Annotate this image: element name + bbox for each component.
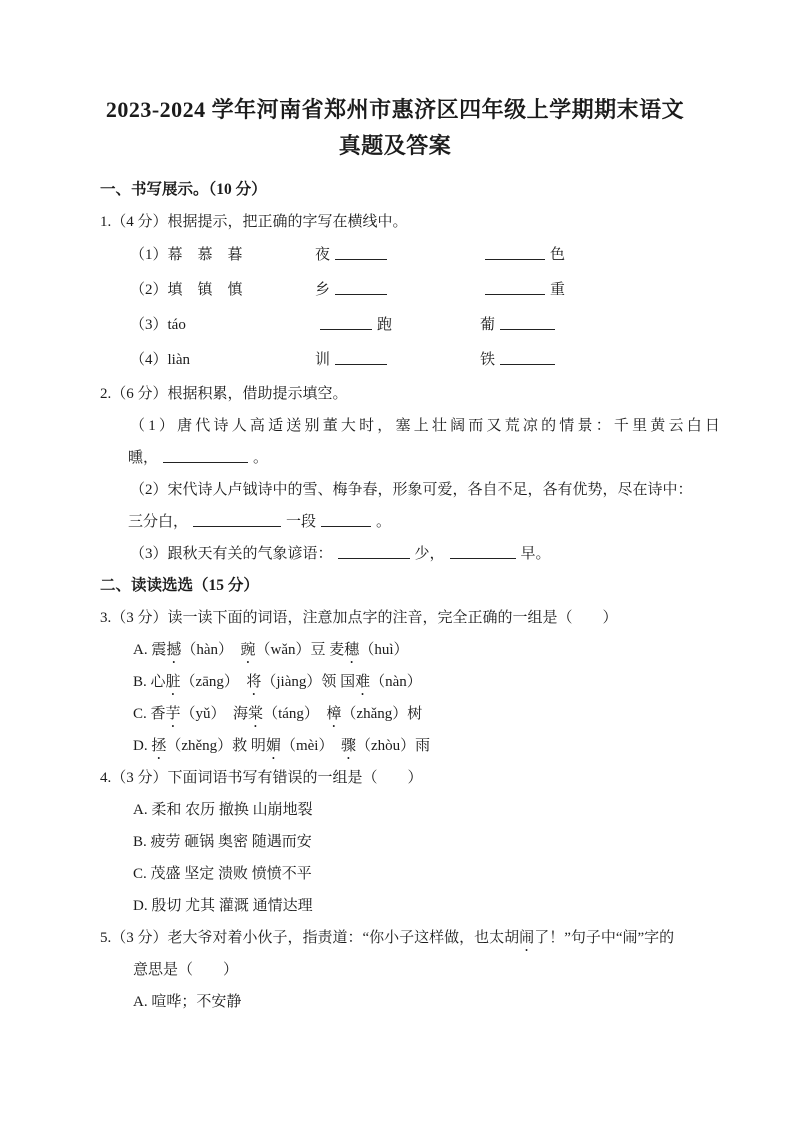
q3-b-part: （zāng） [180,674,247,690]
q3-b-dotted-char: 难 [355,674,371,690]
section2-heading: 二、读读选选（15 分） [100,577,259,594]
q4-option-a: A. 柔和 农历 撤换 山崩地裂 [133,802,313,818]
q2-item2-line2-pre: 三分白， [128,514,189,530]
q3-a-dotted-char: 撼 [166,642,182,658]
q2-item3 [130,538,690,570]
q2-item2-line1: （2）宋代诗人卢钺诗中的雪、梅争春，形象可爱，各自不足，各有优势，尽在诗中： [130,482,693,498]
q2-item1-blank [163,450,248,463]
q1-row4-right-text: 铁 [480,352,496,368]
q1-row3-mid-blank [320,317,372,330]
q2-item3-blank-1 [338,546,410,559]
q3-b-part: B. 心 [133,674,166,690]
q5-line2: 意思是（ ） [133,962,239,978]
q4-stem: 4.（3 分）下面词语书写有错误的一组是（ ） [100,770,423,786]
q1-row4-label: （4）liàn [130,352,190,368]
q1-row-2 [100,273,690,308]
q3-b-dotted-char: 将 [246,674,262,690]
q3-b-part: （jiàng）领 国 [261,674,356,690]
q3-a-part: A. 震 [133,642,167,658]
q1-row-4 [100,343,690,378]
q1-row2-right-text: 重 [550,282,566,298]
q1-row4-right-blank [500,352,555,365]
q3-a-dotted-char: 豌 [240,642,256,658]
q3-b-dotted-char: 脏 [165,674,181,690]
q3-d-dotted-char: 拯 [151,738,167,754]
q1-row1-label: （1）幕 慕 暮 [130,247,243,263]
q3-a-part: （wǎn）豆 麦 [255,642,345,658]
q5-dotted-char: 闹 [519,930,535,946]
q1-row2-right [480,273,565,308]
q4-option-c: C. 茂盛 坚定 溃败 愤愤不平 [133,866,312,882]
q1-stem: 1.（4 分）根据提示，把正确的字写在横线中。 [100,214,408,230]
q2-item2-blank-1 [193,514,281,527]
q2-item3-pre: （3）跟秋天有关的气象谚语： [130,546,333,562]
q1-row1-right-blank [485,247,545,260]
q4-option-b: B. 疲劳 砸锅 奥密 随遇而安 [133,834,312,850]
q1-row2-mid-text: 乡 [315,282,331,298]
q2-item1-line1: （1）唐代诗人高适送别董大时，塞上壮阔而又荒凉的情景：千里黄云白日 [130,418,724,434]
q5-line1-post: 了！”句子中“闹”字的 [534,930,675,946]
q1-row3-mid-text: 跑 [377,317,393,333]
q1-row4-right [480,343,560,378]
q1-row3-right-blank [500,317,555,330]
q5-line1 [100,922,690,954]
q3-c-part: （táng） [263,706,327,722]
q1-row3-right [480,308,560,343]
q3-a-dotted-char: 穗 [344,642,360,658]
q1-row2-label: （2）填 镇 慎 [130,282,243,298]
q3-c-part: （yǔ） 海 [180,706,249,722]
section1-heading: 一、书写展示。（10 分） [100,181,267,198]
q2-item1-line2-post: 。 [253,450,269,466]
q2-item1-line2-pre: 曛， [128,450,159,466]
q3-c-dotted-char: 棠 [248,706,264,722]
q2-stem: 2.（6 分）根据积累，借助提示填空。 [100,386,348,402]
q2-item3-post: 早。 [520,546,551,562]
q3-d-part: （mèi） [280,738,341,754]
q3-d-part: （zhòu）雨 [355,738,431,754]
q3-option-d [133,730,690,762]
q1-row3-mid [315,308,392,343]
q2-item3-mid: 少， [414,546,445,562]
q3-a-part: （hàn） [181,642,241,658]
q2-item2-line2-post: 。 [376,514,392,530]
q3-c-dotted-char: 樟 [326,706,342,722]
q5-line1-pre: 5.（3 分）老大爷对着小伙子，指责道：“你小子这样做，也太胡 [100,930,520,946]
q4-option-d: D. 殷切 尤其 灌溉 通情达理 [133,898,313,914]
q1-row1-mid [315,238,392,273]
q3-option-b [133,666,690,698]
q2-item2-line2-mid: 一段 [286,514,317,530]
q1-row4-mid [315,343,392,378]
q1-row1-mid-text: 夜 [315,247,331,263]
q3-c-dotted-char: 芋 [165,706,181,722]
q1-row1-mid-blank [335,247,387,260]
q1-row1-right-text: 色 [550,247,566,263]
q2-item2-line2 [128,506,690,538]
document-title-line2: 真题及答案 [338,133,452,158]
q1-row2-right-blank [485,282,545,295]
q1-row1-right [480,238,565,273]
q3-option-a [133,634,690,666]
q3-option-c [133,698,690,730]
q1-row-1 [100,238,690,273]
q3-a-part: （huì） [359,642,409,658]
document-title-line1: 2023-2024 学年河南省郑州市惠济区四年级上学期期末语文 [105,97,685,122]
q3-d-dotted-char: 骤 [340,738,356,754]
q3-d-dotted-char: 媚 [265,738,281,754]
q2-item2-blank-2 [321,514,371,527]
q3-c-part: （zhǎng）树 [341,706,423,722]
q1-row-3 [100,308,690,343]
q3-c-part: C. 香 [133,706,166,722]
q1-row3-label: （3）táo [130,317,186,333]
q3-d-part: （zhěng）救 明 [166,738,266,754]
q1-row4-mid-blank [335,352,387,365]
q1-row3-right-text: 葡 [480,317,496,333]
q1-row2-mid-blank [335,282,387,295]
q3-b-part: （nàn） [370,674,422,690]
q2-item1-line2 [128,442,690,474]
q2-item3-blank-2 [450,546,516,559]
q1-row2-mid [315,273,392,308]
q5-option-a: A. 喧哗；不安静 [133,994,242,1010]
q1-row4-mid-text: 训 [315,352,331,368]
q3-stem: 3.（3 分）读一读下面的词语，注意加点字的注音，完全正确的一组是（ ） [100,610,618,626]
q3-d-part: D. [133,738,152,754]
